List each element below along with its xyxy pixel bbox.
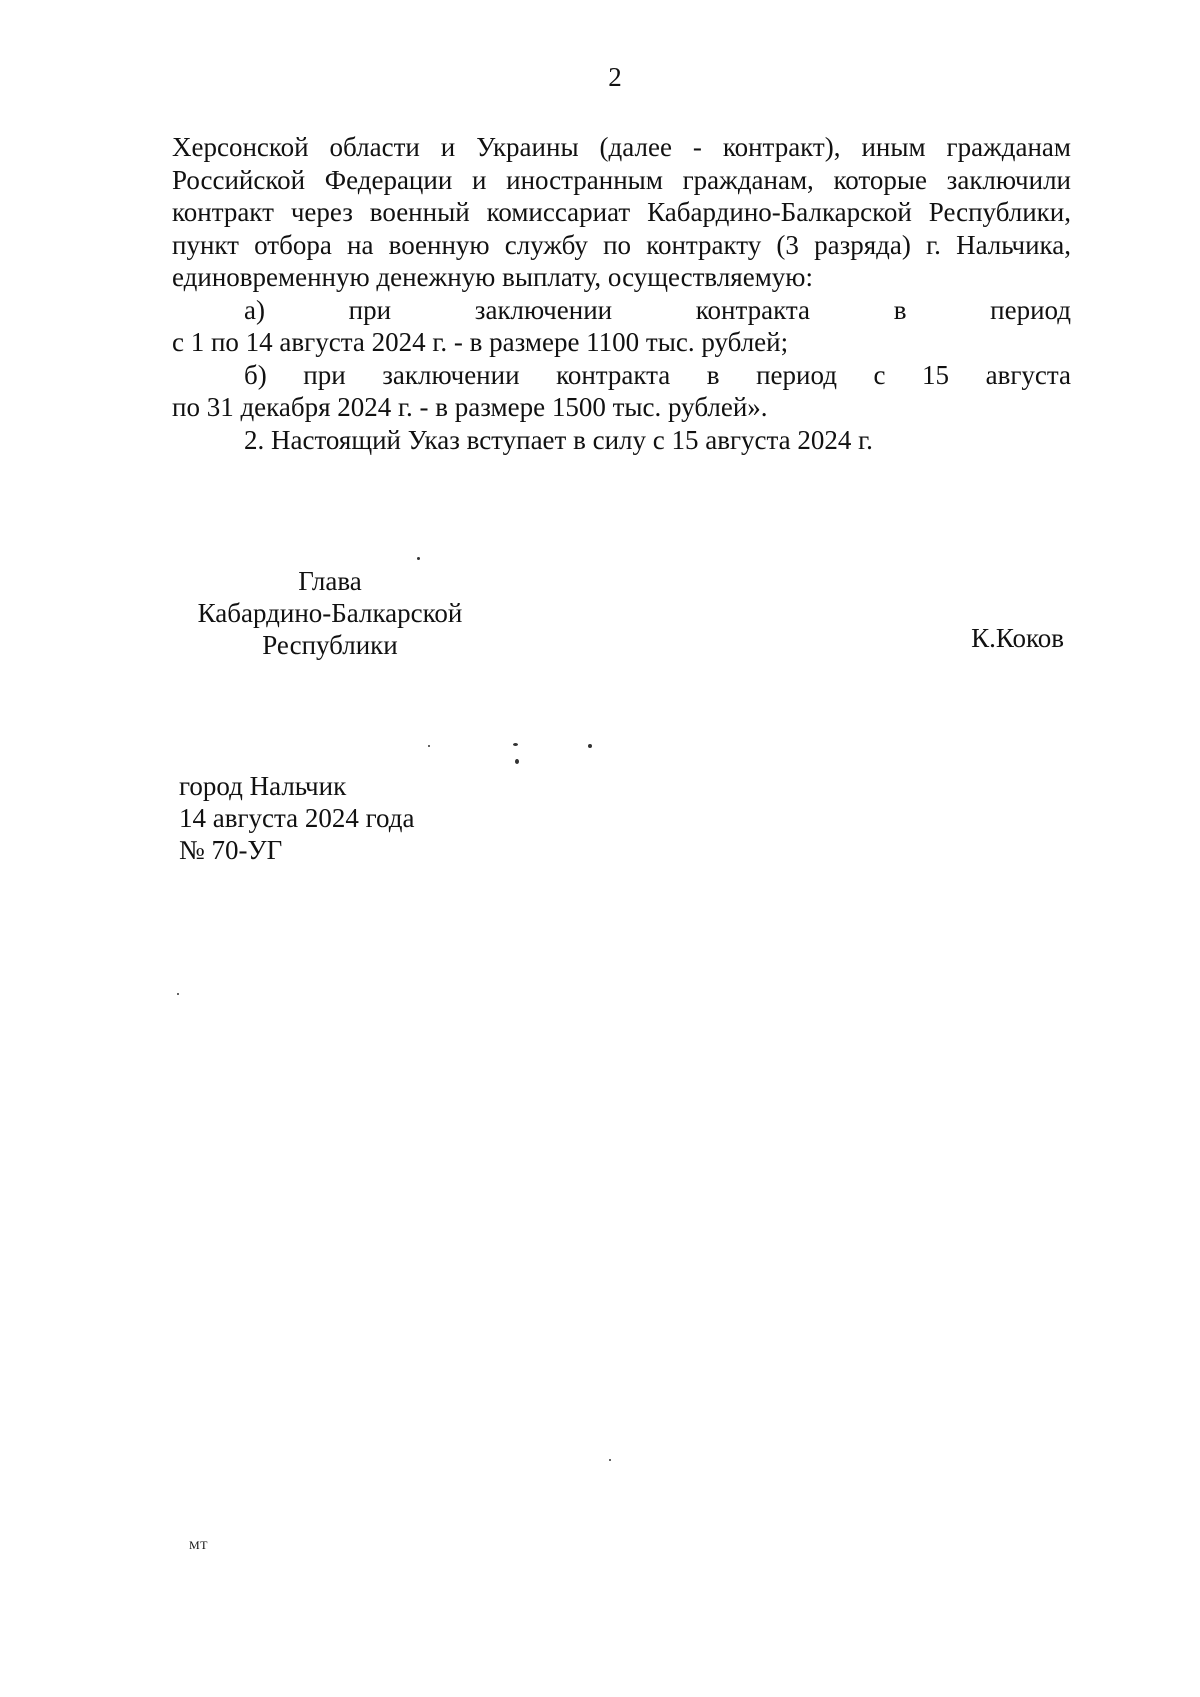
signatory-name: К.Коков xyxy=(971,623,1064,653)
scan-speck xyxy=(513,743,518,746)
scan-speck xyxy=(428,745,430,747)
signature-title xyxy=(170,565,490,661)
date: 14 августа 2024 года xyxy=(179,803,415,833)
text-line: контракт через военный комиссариат Кабардино-Балкарской Республики, xyxy=(172,197,1071,227)
signature-title-line: Глава xyxy=(298,566,362,596)
signature-title-line: Кабардино-Балкарской xyxy=(197,598,463,628)
text-line: б) при заключении контракта в период с 15 августа xyxy=(244,359,1071,390)
document-body xyxy=(172,131,1071,456)
paragraph-main xyxy=(172,131,1071,294)
page-number: 2 xyxy=(608,62,622,92)
text-line: Российской Федерации и иностранным гражданам, которые заключили xyxy=(172,164,1071,195)
text-line: 2. Настоящий Указ вступает в силу с 15 августа 2024 г. xyxy=(244,424,873,455)
place-date-block xyxy=(179,770,415,866)
text-line: Херсонской области и Украины (далее - контракт), иным гражданам xyxy=(172,132,1071,162)
paragraph-item-2 xyxy=(172,424,1071,457)
signature-title-line: Республики xyxy=(262,630,398,660)
text-line: единовременную денежную выплату, осуществляемую: xyxy=(172,262,813,292)
decree-number: № 70-УГ xyxy=(179,835,283,865)
paragraph-item-a xyxy=(172,294,1071,359)
paragraph-item-b xyxy=(172,359,1071,424)
scan-speck xyxy=(515,759,519,764)
footer-marker: МТ xyxy=(189,1538,208,1552)
text-line: а) при заключении контракта в период xyxy=(244,294,1071,325)
scan-speck xyxy=(177,993,179,995)
text-line: пункт отбора на военную службу по контракту (3 разряда) г. Нальчика, xyxy=(172,229,1071,260)
city: город Нальчик xyxy=(179,771,347,801)
scan-speck xyxy=(609,1459,611,1461)
text-line: по 31 декабря 2024 г. - в размере 1500 тыс. рублей». xyxy=(172,392,768,422)
scan-speck xyxy=(417,557,420,560)
text-line: с 1 по 14 августа 2024 г. - в размере 1100 тыс. рублей; xyxy=(172,327,789,357)
scan-speck xyxy=(588,744,592,748)
